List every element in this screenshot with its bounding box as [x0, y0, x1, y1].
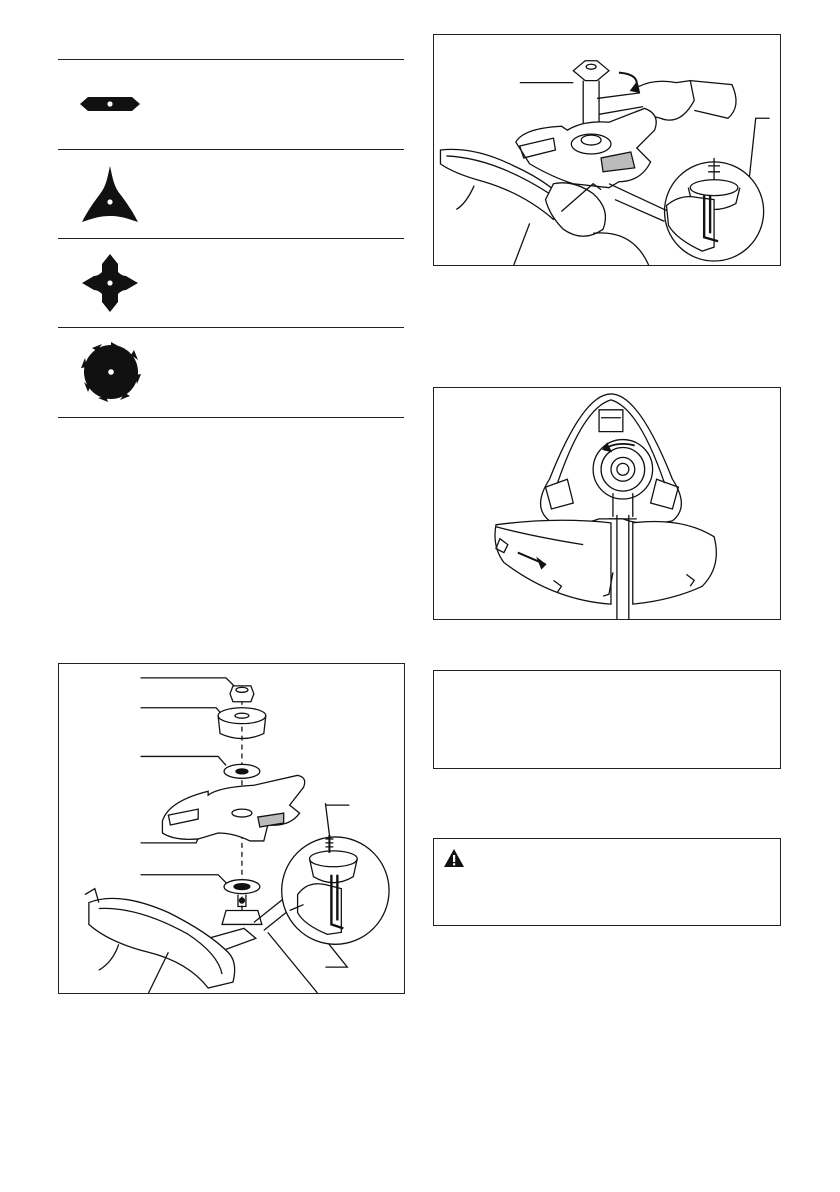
figure-rotation-direction	[433, 387, 781, 620]
blade-row	[58, 60, 404, 149]
warning-box	[433, 838, 781, 926]
blade-row	[58, 328, 404, 417]
figure-blade-installation	[58, 663, 405, 994]
figure-tightening-nut	[433, 34, 781, 266]
warning-triangle-icon	[443, 848, 465, 868]
four-tooth-blade-icon	[80, 252, 140, 314]
blade-row	[58, 150, 404, 238]
blade-rotation-direction-icon	[434, 388, 780, 619]
blade-exploded-assembly-icon	[59, 664, 404, 993]
wrench-tightening-icon	[434, 35, 780, 265]
notice-box	[433, 670, 781, 769]
eight-tooth-blade-icon	[78, 338, 144, 406]
blade-row	[58, 239, 404, 327]
two-tooth-blade-icon	[78, 92, 142, 116]
table-bottom-rule	[58, 417, 404, 418]
three-tooth-blade-icon	[80, 164, 140, 226]
